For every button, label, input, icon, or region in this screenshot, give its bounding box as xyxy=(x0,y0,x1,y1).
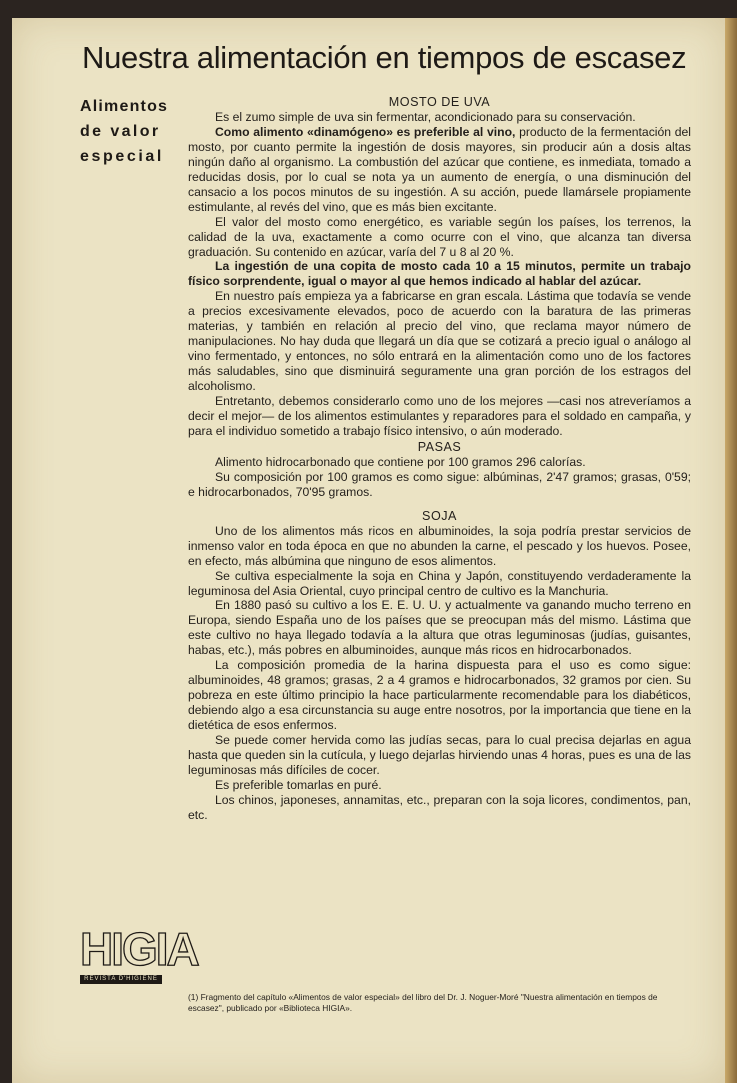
mosto-paragraph-2-rest: producto de la fermentación del mosto, por cuanto permite la ingestión de dosis mayores, sin producir aún a dosis altas ningún daño al organismo. La combustión del azúcar que contiene, es inmediata, tomado a reducidas dosis, por lo cual se nota ya un aumento de energía, o una disminución del cansacio a los pocos minutos de su ingestión. A su acción, puede llamársele propiamente estimulante, al revés del vino, que es más bien excitante. xyxy=(188,124,691,214)
section-label xyxy=(80,94,170,169)
mosto-paragraph-1: Es el zumo simple de uva sin fermentar, acondicionado para su conservación. xyxy=(215,109,636,124)
soja-paragraph-7: Los chinos, japoneses, annamitas, etc., preparan con la soja licores, condimentos, pan, etc. xyxy=(188,792,691,822)
mosto-paragraph-4: La ingestión de una copita de mosto cada 10 a 15 minutos, permite un trabajo físico sorprendente, igual o mayor al que hemos indicado al hablar del azúcar. xyxy=(188,259,691,289)
section-label-line-1: Alimentos xyxy=(80,98,169,115)
higia-logo-subtitle: REVISTA D'HIGIENE xyxy=(80,975,162,984)
mosto-paragraph-2-bold: Como alimento «dinamógeno» es preferible al vino, xyxy=(215,124,516,139)
section-label-line-3: especial xyxy=(80,148,164,165)
page-edge xyxy=(725,18,737,1083)
mosto-paragraph-3: El valor del mosto como energético, es variable según los países, los terrenos, la calidad de la uva, exactamente a como ocurre con el vino, que alcanza tan diversa graduación. Su contenido en azúcar, varía del 7 u 8 al 20 %. xyxy=(188,214,691,259)
mosto-paragraph-6: Entretanto, debemos considerarlo como uno de los mejores —casi nos atreveríamos a decir el mejor— de los alimentos estimulantes y reparadores para el soldado en campaña, y para el individuo sometido a trabajo físico intensivo, o aún moderado. xyxy=(188,394,691,438)
soja-paragraph-6: Es preferible tomarlas en puré. xyxy=(215,777,382,792)
higia-logo-letters: HIGIA xyxy=(80,923,198,975)
section-label-line-2: de valor xyxy=(80,123,161,140)
soja-paragraph-5: Se puede comer hervida como las judías secas, para lo cual precisa dejarlas en agua hasta que queden sin la cutícula, y luego dejarlas hirviendo unas 4 horas, pues es una de las leguminosas más difíciles de cocer. xyxy=(188,733,691,777)
article-body xyxy=(188,95,691,823)
heading-pasas: PASAS xyxy=(417,439,462,454)
soja-paragraph-2: Se cultiva especialmente la soja en China y Japón, constituyendo verdaderamente la leguminosa del Asia Oriental, cuyo principal centro de cultivo es la Manchuria. xyxy=(188,568,691,598)
soja-paragraph-1: Uno de los alimentos más ricos en albuminoides, la soja podría prestar servicios de inmenso valor en toda época en que no abunden la carne, el pescado y los huevos. Posee, en efecto, más albúmina que ninguno de esos alimentos. xyxy=(188,523,691,568)
soja-paragraph-3: En 1880 pasó su cultivo a los E. E. U. U. y actualmente va ganando mucho terreno en Europa, siendo España uno de los países que se preocupan más del mismo. Lástima que este cultivo no haya llegado todavía a la altura que otras leguminosas (judías, guisantes, habas, etc.), más pobres en albuminoides, aunque más ricos en hidrocarbonados. xyxy=(188,598,691,658)
pasas-paragraph-2: Su composición por 100 gramos es como sigue: albúminas, 2'47 gramos; grasas, 0'59; e hidrocarbonados, 70'95 gramos. xyxy=(188,469,691,499)
mosto-paragraph-5: En nuestro país empieza ya a fabricarse en gran escala. Lástima que todavía se vende a precios excesivamente elevados, poco de acuerdo con la baratura de las primeras materias, y también en relación al precio del vino, que reclama mayor número de manipulaciones. No hay duda que llegará un día que se cotizará a precio igual o análogo al vino fermentado, y entonces, no sólo entrará en la alimentación como uno de los factores más saludables, sino que disminuirá seguramente una gran porción de los estragos del alcoholismo. xyxy=(188,289,691,394)
heading-soja: SOJA xyxy=(422,508,457,523)
page-title: Nuestra alimentación en tiempos de escasez xyxy=(82,40,687,75)
pasas-paragraph-1: Alimento hidrocarbonado que contiene por 100 gramos 296 calorías. xyxy=(215,454,586,469)
mosto-paragraph-2 xyxy=(188,125,691,215)
heading-mosto: MOSTO DE UVA xyxy=(388,95,491,109)
footnote: (1) Fragmento del capítulo «Alimentos de valor especial» del libro del Dr. J. Noguer-Moré "Nuestra alimentación en tiempos de escasez", publicado por «Biblioteca HIGIA». xyxy=(188,992,658,1013)
higia-logo xyxy=(80,923,198,989)
soja-paragraph-4: La composición promedia de la harina dispuesta para el uso es como sigue: albuminoides, 48 gramos; grasas, 2 a 4 gramos e hidrocarbonados, 32 gramos por cien. Su pobreza en este último principio la hace particularmente recomendable para los diabéticos, debiendo algo a esa circunstancia su auge entre nosotros, por la importancia que tiene en la dietética de esos enfermos. xyxy=(188,658,691,733)
